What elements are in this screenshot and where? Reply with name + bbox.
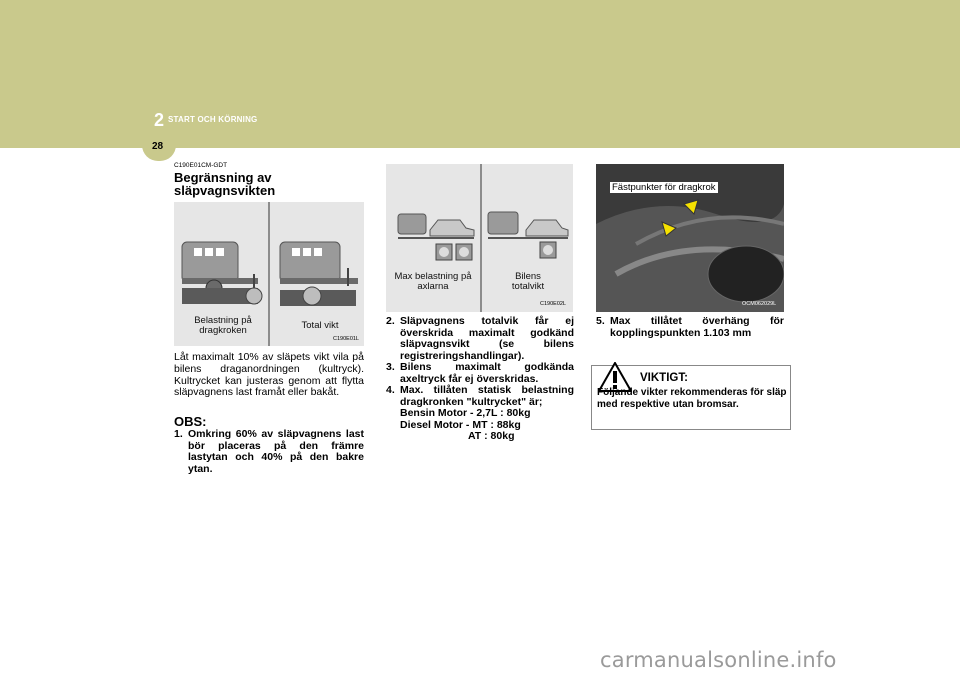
obs-title: OBS: (174, 414, 207, 429)
list-item-text: Max. tillåten statisk belastning dragkronken "kultrycket" är; (400, 384, 574, 408)
engine-line: Diesel Motor - MT : 88kg (400, 418, 521, 431)
figure-label-tongue-load: Belastning på dragkroken (194, 315, 252, 336)
warning-text: Följande vikter rekommenderas för släp med respektive utan bromsar. (597, 387, 787, 410)
list-item-text: Släpvagnens totalvik får ej överskrida maximalt godkänd släpvagnsvikt (se bilens registreringshandlingar). (400, 315, 574, 362)
figure-code: C190E02L (540, 301, 566, 307)
list-item (386, 316, 574, 362)
list-item-number: 3. (386, 361, 395, 373)
figure-label-total-weight: Total vikt (301, 320, 339, 331)
right-list (596, 316, 784, 339)
list-item-text: Bilens maximalt godkända axeltryck får ej överskridas. (400, 361, 574, 385)
list-item-text: Max tillåtet överhäng för kopplingspunkten 1.103 mm (610, 315, 784, 339)
engine-line: Bensin Motor - 2,7L : 80kg (400, 407, 531, 419)
list-item (174, 429, 364, 475)
list-item-text: Omkring 60% av släpvagnens last bör placeras på den främre lastytan och 40% på den bakre ytan. (188, 428, 364, 475)
left-list (174, 429, 364, 475)
list-item-number: 1. (174, 428, 183, 440)
list-item (596, 316, 784, 339)
list-item (386, 385, 574, 408)
list-item-number: 4. (386, 384, 395, 396)
list-item (386, 362, 574, 385)
section-number: 2 (154, 110, 165, 130)
engine-line: AT : 80kg (468, 430, 515, 442)
page-number: 28 (152, 141, 164, 152)
figure-label-vehicle-weight: Bilens totalvikt (511, 271, 545, 292)
warning-title: VIKTIGT: (640, 372, 688, 384)
photo-code: OCM062029L (742, 301, 777, 307)
body-paragraph: Låt maximalt 10% av släpets vikt vila på bilens draganordningen (kultryck). Kultrycket kan justeras genom att flytta släpvagnens last framåt eller bakåt. (174, 351, 364, 399)
middle-list (386, 316, 574, 443)
list-item-number: 5. (596, 315, 605, 327)
section-title: START OCH KÖRNING (168, 115, 258, 124)
header-band (0, 0, 960, 148)
figure-label-axle-load: Max belastning på axlarna (394, 271, 472, 292)
watermark: carmanualsonline.info (600, 648, 837, 672)
section-heading: Begränsning av släpvagnsvikten (174, 170, 276, 198)
figure-code: C190E01L (333, 336, 359, 342)
photo-label: Fästpunkter för dragkrok (612, 182, 716, 193)
list-item-number: 2. (386, 315, 395, 327)
ref-code: C190E01CM-GDT (174, 162, 228, 169)
